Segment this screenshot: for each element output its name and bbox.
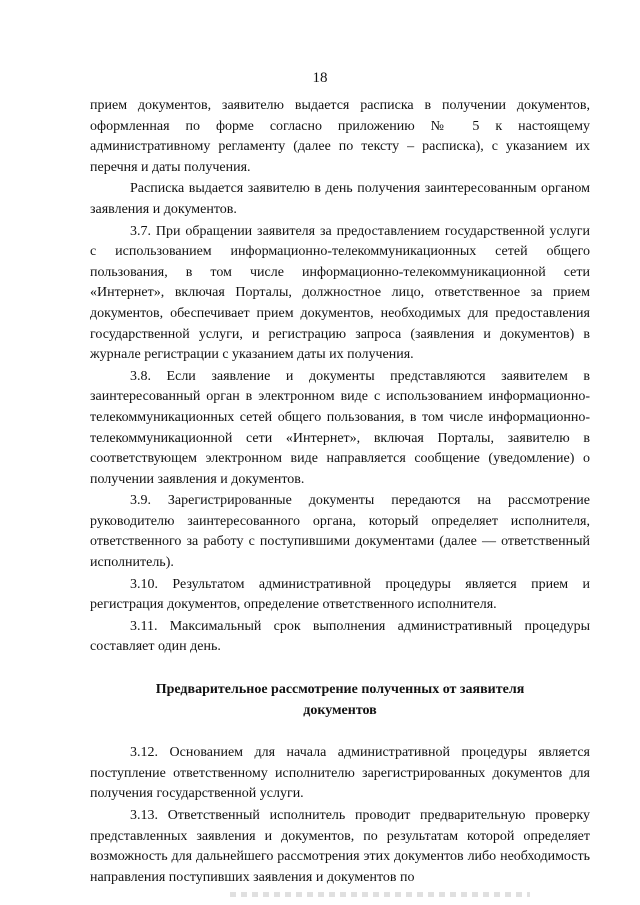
paragraph-3-8: 3.8. Если заявление и документы представляются заявителем в заинтересованный орган в электронном виде с использованием информационно-телекоммуникационных сетей общего пользования, в том числе информационно-телекоммуникационной сети «Интернет», включая Порталы, заявителю в соответствующем электронном виде направляется сообщение (уведомление) о получении заявления и документов. [90, 368, 590, 487]
page-number: 18 [312, 70, 328, 86]
paragraph-3-11: 3.11. Максимальный срок выполнения административный процедуры составляет один день. [90, 618, 590, 655]
paragraph-receipt: Расписка выдается заявителю в день получения заинтересованным органом заявления и документов. [90, 181, 590, 217]
paragraph-3-10: 3.10. Результатом административной процедуры является прием и регистрация документов, определение ответственного исполнителя. [90, 576, 590, 613]
section-heading-line-2: документов [303, 702, 377, 718]
document-body [90, 96, 590, 888]
paragraph-3-7: 3.7. При обращении заявителя за предоставлением государственной услуги с использованием информационно-телекоммуникационных сетей общего пользования, в том числе информационно-телекоммуникационной сети «Интернет», включая Порталы, должностное лицо, ответственное за прием документов, обеспечивает прием документов, необходимых для предоставления государственной услуги, и регистрацию запроса (заявления и документов) в журнале регистрации с указанием даты их получения. [90, 223, 590, 363]
section-heading [90, 680, 590, 721]
scan-artifact [230, 892, 530, 897]
paragraph-3-9: 3.9. Зарегистрированные документы передаются на рассмотрение руководителю заинтересованного органа, который определяет исполнителя, ответственного за работу с поступившими документами (далее — ответственный исполнитель). [90, 493, 590, 571]
paragraph-3-12: 3.12. Основанием для начала административной процедуры является поступление ответственному исполнителю зарегистрированных документов для получения государственной услуги. [90, 745, 590, 802]
paragraph-continuation: прием документов, заявителю выдается расписка в получении документов, оформленная по форме согласно приложению № 5 к настоящему административному регламенту (далее по тексту – расписка), с указанием их перечня и даты получения. [90, 98, 590, 175]
section-heading-line-1: Предварительное рассмотрение полученных от заявителя [155, 682, 525, 698]
paragraph-3-13: 3.13. Ответственный исполнитель проводит предварительную проверку представленных заявления и документов, по результатам которой определяет возможность для дальнейшего рассмотрения этих документов либо необходимость направления поступивших заявления и документов по [90, 808, 590, 885]
